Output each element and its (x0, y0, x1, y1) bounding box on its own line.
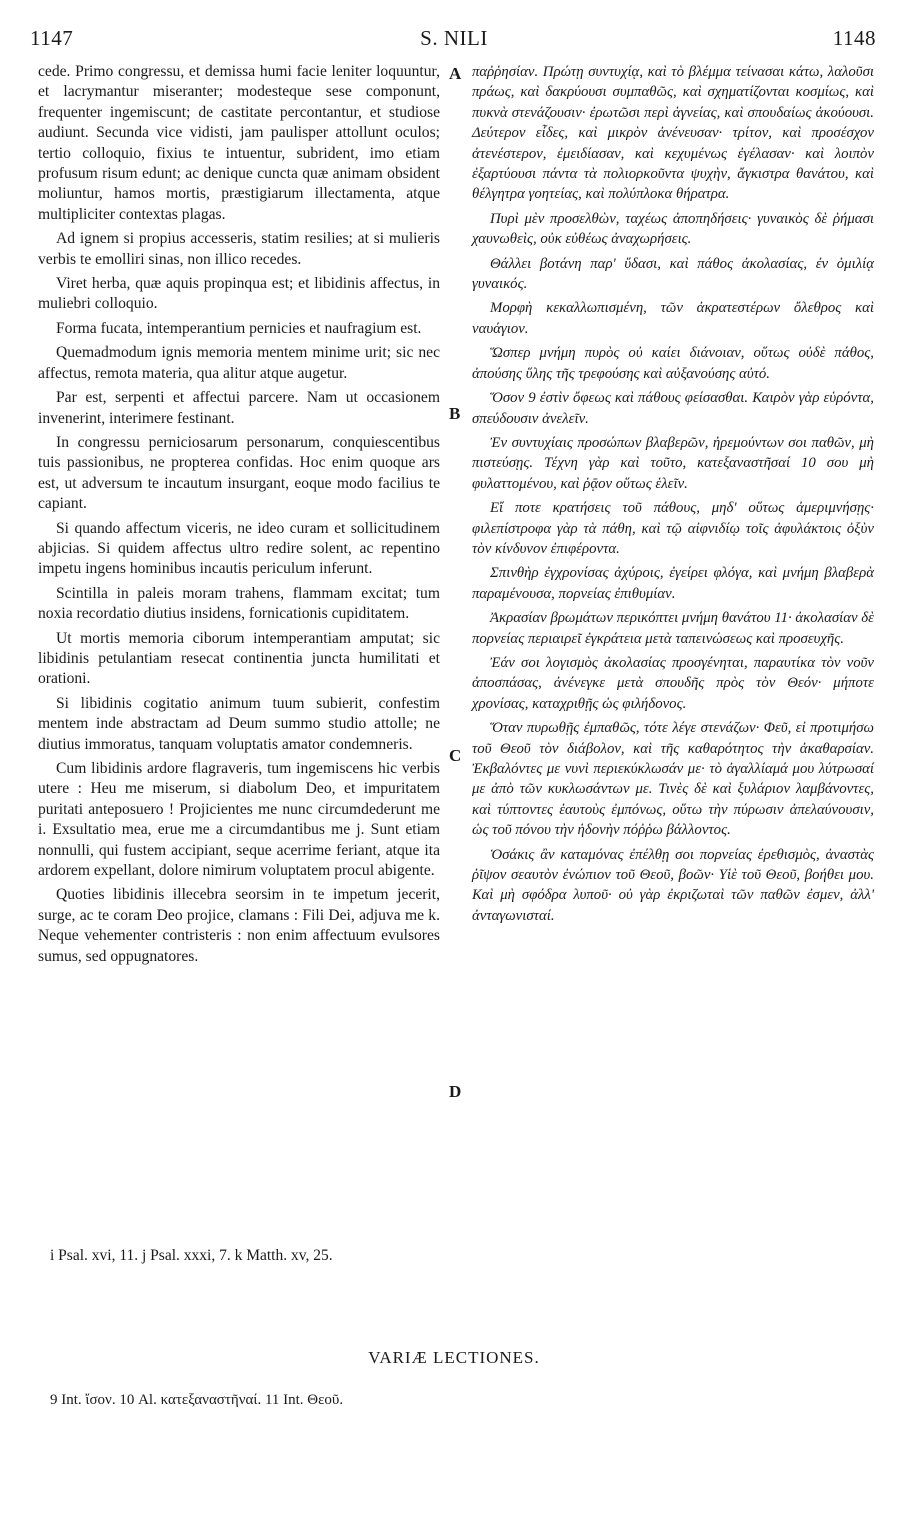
variae-lectiones-notes: 9 Int. ἴσον. 10 Al. κατεξαναστῆναί. 11 Int. Θεοῦ. (50, 1392, 344, 1408)
section-marker-b: B (449, 404, 461, 423)
running-title: S. NILI (420, 26, 488, 50)
greek-paragraph: Εἴ ποτε κρατήσεις τοῦ πάθους, μηδ' οὕτως ἀμεριμνήσῃς· φιλεπίστροφα γὰρ τὰ πάθη, καὶ τῷ αἰφνιδίῳ τοῖς ἀφυλάκτοις ὀξὺν τὸν κίνδυνον ἐπιφέροντα. (472, 500, 874, 557)
page-header (0, 26, 908, 56)
right-page-number: 1148 (832, 26, 876, 50)
greek-paragraph: Θάλλει βοτάνη παρ' ὕδασι, καὶ πάθος ἀκολασίας, ἐν ὁμιλίᾳ γυναικός. (472, 255, 874, 293)
greek-paragraph: παῤῥησίαν. Πρώτῃ συντυχίᾳ, καὶ τὸ βλέμμα τείνασαι κάτω, λαλοῦσι πράως, καὶ δακρύουσι συμπαθῶς, καὶ σχηματίζονται κοσμίως, καὶ πυκνὰ στενάζουσιν· ἐρωτῶσι περὶ ἁγνείας, καὶ σπουδαίως ἀκούουσι. Δεύτερον εἶδες, καὶ μικρὸν ἀνένευσαν· τρίτον, καὶ προσέσχον ἀτενέστερον, ἐμειδίασαν, καὶ κεχυμένως ἐγέλασαν· καὶ λοιπὸν ἐξαρτύουσι πάντα τὰ πολιορκοῦντα ψυχὴν, ἄγκιστρα θανάτου, καὶ θέλγητρα γοητείας, καὶ πολύπλοκα θήρατρα. (472, 64, 874, 203)
greek-paragraph: Ἀκρασίαν βρωμάτων περικόπτει μνήμη θανάτου 11· ἀκολασίαν δὲ πορνείας περιαιρεῖ ἐγκράτεια μετὰ ταπεινώσεως καὶ προσευχῆς. (472, 610, 874, 647)
latin-paragraph: Si libidinis cogitatio animum tuum subierit, confestim mentem inde abstractam ad Deum summo studio attolle; ne diutius immoratus, tanquam voluptatis amator condemneris. (38, 694, 440, 753)
latin-paragraph: Si quando affectum viceris, ne ideo curam et sollicitudinem abjicias. Si quidem affectus ultro redire solent, ac repentino impetu ingens hominibus incautis periculum inferunt. (38, 519, 440, 578)
latin-paragraph: Ad ignem si propius accesseris, statim resilies; at si mulieris verbis te emolliri sinas, non illico recedes. (38, 230, 440, 268)
greek-paragraph: Ὅταν πυρωθῇς ἐμπαθῶς, τότε λέγε στενάζων· Φεῦ, εἰ προτιμήσω τοῦ Θεοῦ τὸν διάβολον, καὶ τῆς καθαρότητος τὴν ἀκαθαρσίαν. Ἐκβαλόντες με νυνὶ περιεκύκλωσάν με· τὸ ἀγαλλίαμά μου λύτρωσαί με ἀπὸ τῶν κυκλωσάντων με. Τινὲς δὲ καὶ ξυλάριον λαμβάνοντες, καὶ τύπτοντες ἑαυτοὺς ἐμπόνως, οὕτω τὴν πύρωσιν ἀπελαύνουσιν, ὡς τοῦ πόνου τὴν ἡδονὴν πόῤῥω βάλλοντος. (472, 720, 874, 839)
section-marker-a: A (449, 64, 462, 83)
latin-paragraph: Ut mortis memoria ciborum intemperantiam amputat; sic libidinis petulantiam resecat continentia juncta humilitati et orationi. (38, 629, 440, 688)
latin-paragraph: Cum libidinis ardore flagraveris, tum ingemiscens hic verbis utere : Heu me miserum, si diabolum Deo, et impuritatem puritati anteposuero ! Projicientes me nunc circumdederunt me i. Exsultatio mea, erue me a circumdantibus me j. Sunt etiam nonnulli, qui fustem accipiant, seque acerrime feriant, atque ita ardorem expellant, dolore nimirum voluptatem procul abigente. (38, 760, 440, 880)
greek-paragraph: Ἐν συντυχίαις προσώπων βλαβερῶν, ἠρεμούντων σοι παθῶν, μὴ πιστεύσῃς. Τέχνη γὰρ καὶ τοῦτο, κατεξαναστῆσαί 10 σου μὴ φυλαττομένου, καὶ ῥᾷον οὕτως ἑλεῖν. (472, 434, 874, 492)
greek-paragraph: Ἐάν σοι λογισμὸς ἀκολασίας προσγένηται, παραυτίκα τὸν νοῦν ἀποσπάσας, ἀνένεγκε μετὰ σπουδῆς πρὸς τὸν Θεόν· μήποτε χρονίσας, καταχριθῇς ὡς φιλήδονος. (472, 654, 874, 712)
latin-paragraph: Scintilla in paleis moram trahens, flammam excitat; tum noxia recordatio diutius insidens, fornicationis cupiditatem. (38, 584, 440, 623)
latin-paragraph: Quoties libidinis illecebra seorsim in te impetum jecerit, surge, ac te coram Deo projice, clamans : Fili Dei, adjuva me k. Neque vehementer contristeris : non enim affectuum evulsores sumus, sed oppugnatores. (38, 886, 440, 965)
greek-paragraph: Ὥσπερ μνήμη πυρὸς οὐ καίει διάνοιαν, οὕτως οὐδὲ πάθος, ἀπούσης ὕλης τῆς τρεφούσης καὶ αὐξανούσης αὐτό. (472, 345, 874, 382)
left-page-number: 1147 (30, 26, 74, 50)
latin-paragraph: Viret herba, quæ aquis propinqua est; et libidinis affectus, in muliebri colloquio. (38, 275, 440, 313)
latin-paragraph: In congressu perniciosarum personarum, conquiescentibus tuis passionibus, ne propterea confidas. Hoc enim quoque ars est, ut adversum te incautum insurgant, eoque modo facilius te capiant. (38, 433, 440, 513)
variae-lectiones-title: VARIÆ LECTIONES. (368, 1348, 540, 1367)
latin-column (38, 62, 440, 971)
greek-paragraph: Μορφὴ κεκαλλωπισμένη, τῶν ἀκρατεστέρων ὄλεθρος καὶ ναυάγιον. (472, 300, 874, 337)
scripture-footnotes: i Psal. xvi, 11. j Psal. xxxi, 7. k Matth. xv, 25. (50, 1247, 333, 1264)
section-marker-d: D (449, 1082, 462, 1101)
latin-paragraph: Par est, serpenti et affectui parcere. Nam ut occasionem invenerint, interimere festinant. (38, 389, 440, 427)
greek-paragraph: Ὅσον 9 ἐστὶν ὄφεως καὶ πάθους φείσασθαι. Καιρὸν γὰρ εὑρόντα, σπεύδουσιν ἀνελεῖν. (472, 390, 874, 427)
latin-paragraph: Forma fucata, intemperantium pernicies et naufragium est. (56, 319, 422, 337)
greek-paragraph: Σπινθὴρ ἐγχρονίσας ἀχύροις, ἐγείρει φλόγα, καὶ μνήμη βλαβερὰ παραμένουσα, πορνείας ἐπιθυμίαν. (472, 565, 874, 602)
greek-paragraph: Πυρὶ μὲν προσελθὼν, ταχέως ἀποπηδήσεις· γυναικὸς δὲ ῥήμασι χαυνωθεὶς, οὐκ εὐθέως ἀναχωρήσεις. (472, 210, 874, 248)
latin-paragraph: cede. Primo congressu, et demissa humi facie leniter loquuntur, et lacrymantur miseranter; modesteque sese componunt, frequenter ingemiscunt; de castitate percontantur, et studiose audiunt. Secunda vice vidisti, jam paulisper attollunt oculos; tertio colloquio, fixius te intuentur, subrident, imo etiam profusum risum edunt; ac denique cuncta quæ animam obsident moliuntur, hamos mortis, præstigiarum illectamenta, atque multipliciter contextas plagas. (38, 63, 440, 223)
greek-column (472, 62, 874, 930)
greek-paragraph: Ὁσάκις ἂν καταμόνας ἐπέλθῃ σοι πορνείας ἐρεθισμὸς, ἀναστὰς ῥῖψον σεαυτὸν ἐνώπιον τοῦ Θεοῦ, βοῶν· Υἱὲ τοῦ Θεοῦ, βοήθει μου. Καὶ μὴ σφόδρα λυποῦ· οὐ γὰρ ἐκριζωταὶ τῶν παθῶν ἐσμεν, ἀλλ' ἀνταγωνισταί. (472, 846, 874, 924)
latin-paragraph: Quemadmodum ignis memoria mentem minime urit; sic nec affectus, remota materia, qua alitur atque augetur. (38, 344, 440, 382)
section-marker-c: C (449, 746, 462, 765)
